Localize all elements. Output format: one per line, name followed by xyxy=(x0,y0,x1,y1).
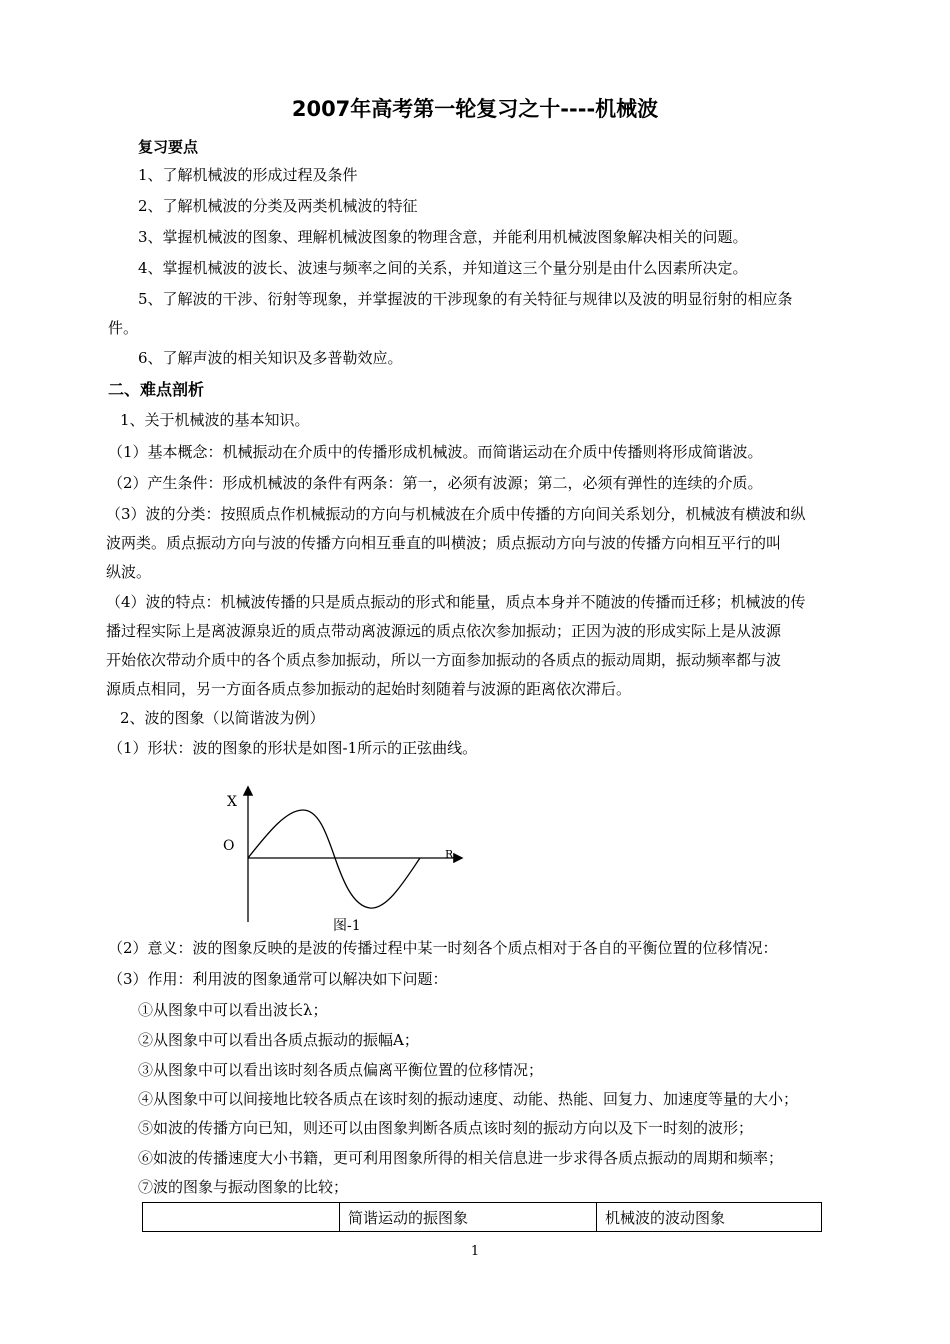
subsection-wave-graph: 2、波的图象（以简谐波为例） xyxy=(120,709,325,727)
review-item-2: 2、了解机械波的分类及两类机械波的特征 xyxy=(138,197,418,215)
sine-curve xyxy=(248,810,420,908)
page-number: 1 xyxy=(470,1244,480,1259)
paragraph-conditions: （2）产生条件：形成机械波的条件有两条：第一，必须有波源；第二，必须有弹性的连续的介质。 xyxy=(108,474,763,492)
section-heading-difficulties: 二、难点剖析 xyxy=(108,380,205,399)
paragraph-shape: （1）形状：波的图象的形状是如图-1所示的正弦曲线。 xyxy=(108,739,478,757)
usage-item-5: ⑤如波的传播方向已知，则还可以由图象判断各质点该时刻的振动方向以及下一时刻的波形； xyxy=(138,1119,754,1137)
figure-caption: 图-1 xyxy=(333,918,361,934)
paragraph-meaning: （2）意义：波的图象反映的是波的传播过程中某一时刻各个质点相对于各自的平衡位置的位移情况： xyxy=(108,939,778,957)
paragraph-basic-concept: （1）基本概念：机械振动在介质中的传播形成机械波。而简谐运动在介质中传播则将形成简谐波。 xyxy=(108,443,763,461)
axis-r-label: R xyxy=(445,848,454,861)
usage-item-2: ②从图象中可以看出各质点振动的振幅A； xyxy=(138,1031,419,1049)
usage-item-1: ①从图象中可以看出波长λ； xyxy=(138,1001,328,1019)
origin-label: O xyxy=(223,838,235,854)
subsection-basic-knowledge: 1、关于机械波的基本知识。 xyxy=(120,411,310,429)
table-header-vibration: 简谐运动的振图象 xyxy=(340,1203,597,1232)
paragraph-usage: （3）作用：利用波的图象通常可以解决如下问题： xyxy=(108,970,448,988)
review-item-1: 1、了解机械波的形成过程及条件 xyxy=(138,166,358,184)
review-item-5-cont: 件。 xyxy=(108,319,139,337)
paragraph-characteristics-line1: （4）波的特点：机械波传播的只是质点振动的形式和能量，质点本身并不随波的传播而迁移；机械波的传 xyxy=(106,593,806,611)
section-heading-review-points: 复习要点 xyxy=(138,138,199,156)
usage-item-7: ⑦波的图象与振动图象的比较； xyxy=(138,1178,349,1196)
comparison-table xyxy=(142,1202,822,1232)
table-header-empty xyxy=(143,1203,340,1232)
usage-item-3: ③从图象中可以看出该时刻各质点偏离平衡位置的位移情况； xyxy=(138,1061,544,1079)
review-item-5: 5、了解波的干涉、衍射等现象，并掌握波的干涉现象的有关特征与规律以及波的明显衍射的相应条 xyxy=(138,290,793,308)
table-header-wave: 机械波的波动图象 xyxy=(597,1203,822,1232)
review-item-4: 4、掌握机械波的波长、波速与频率之间的关系，并知道这三个量分别是由什么因素所决定。 xyxy=(138,259,748,277)
paragraph-characteristics-line3: 开始依次带动介质中的各个质点参加振动，所以一方面参加振动的各质点的振动周期，振动频率都与波 xyxy=(106,651,782,669)
table-row xyxy=(143,1203,822,1232)
usage-item-4: ④从图象中可以间接地比较各质点在该时刻的振动速度、动能、热能、回复力、加速度等量的大小； xyxy=(138,1090,799,1108)
document-title: 2007年高考第一轮复习之十----机械波 xyxy=(291,97,659,121)
paragraph-classification-line3: 纵波。 xyxy=(106,563,152,581)
paragraph-characteristics-line2: 播过程实际上是离波源泉近的质点带动离波源远的质点依次参加振动；正因为波的形成实际上是从波源 xyxy=(106,622,782,640)
axis-x-label: X xyxy=(227,794,237,810)
paragraph-classification-line1: （3）波的分类：按照质点作机械振动的方向与机械波在介质中传播的方向间关系划分，机械波有横波和纵 xyxy=(106,505,806,523)
sine-wave-diagram xyxy=(215,780,475,940)
paragraph-characteristics-line4: 源质点相同，另一方面各质点参加振动的起始时刻随着与波源的距离依次滞后。 xyxy=(106,680,632,698)
paragraph-classification-line2: 波两类。质点振动方向与波的传播方向相互垂直的叫横波；质点振动方向与波的传播方向相互平行的叫 xyxy=(106,534,782,552)
usage-item-6: ⑥如波的传播速度大小书籍，更可利用图象所得的相关信息进一步求得各质点振动的周期和频率； xyxy=(138,1149,784,1167)
review-item-3: 3、掌握机械波的图象、理解机械波图象的物理含意，并能利用机械波图象解决相关的问题。 xyxy=(138,228,748,246)
review-item-6: 6、了解声波的相关知识及多普勒效应。 xyxy=(138,349,403,367)
wave-figure xyxy=(215,780,475,940)
